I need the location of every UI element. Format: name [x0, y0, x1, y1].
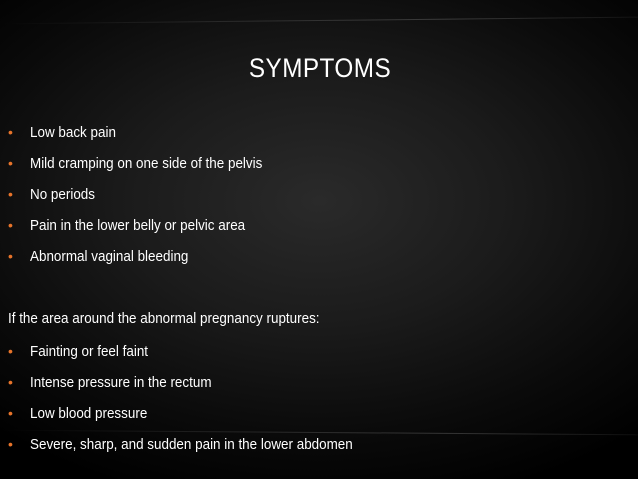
- list-item: [8, 398, 628, 429]
- list-item: [8, 210, 628, 241]
- slide-title: SYMPTOMS: [248, 53, 392, 83]
- list-item-text: Low back pain: [30, 125, 116, 141]
- list-item-text: No periods: [30, 187, 95, 203]
- bullet-icon: •: [8, 374, 13, 390]
- bullet-icon: •: [8, 124, 13, 140]
- list-item: [8, 336, 628, 367]
- bullet-icon: •: [8, 248, 13, 264]
- symptom-list: [8, 117, 628, 272]
- list-item: [8, 241, 628, 272]
- list-item-text: Low blood pressure: [30, 406, 148, 422]
- list-item-text: Mild cramping on one side of the pelvis: [30, 156, 263, 172]
- list-item-text: Intense pressure in the rectum: [30, 375, 212, 391]
- list-item: [8, 117, 628, 148]
- decorative-line-top: [0, 17, 638, 25]
- spacer: [8, 272, 628, 304]
- bullet-icon: •: [8, 343, 13, 359]
- bullet-icon: •: [8, 405, 13, 421]
- rupture-subheading: If the area around the abnormal pregnancy ruptures:: [8, 311, 320, 327]
- list-item: [8, 429, 628, 460]
- bullet-icon: •: [8, 436, 13, 452]
- list-item-text: Fainting or feel faint: [30, 344, 149, 360]
- bullet-icon: •: [8, 155, 13, 171]
- slide-body: [8, 117, 628, 460]
- bullet-icon: •: [8, 217, 13, 233]
- list-item: [8, 367, 628, 398]
- list-item: [8, 179, 628, 210]
- list-item-text: Abnormal vaginal bleeding: [30, 249, 189, 265]
- list-item-text: Pain in the lower belly or pelvic area: [30, 218, 246, 234]
- rupture-symptom-list: [8, 336, 628, 460]
- bullet-icon: •: [8, 186, 13, 202]
- list-item-text: Severe, sharp, and sudden pain in the lower abdomen: [30, 437, 353, 453]
- list-item: [8, 148, 628, 179]
